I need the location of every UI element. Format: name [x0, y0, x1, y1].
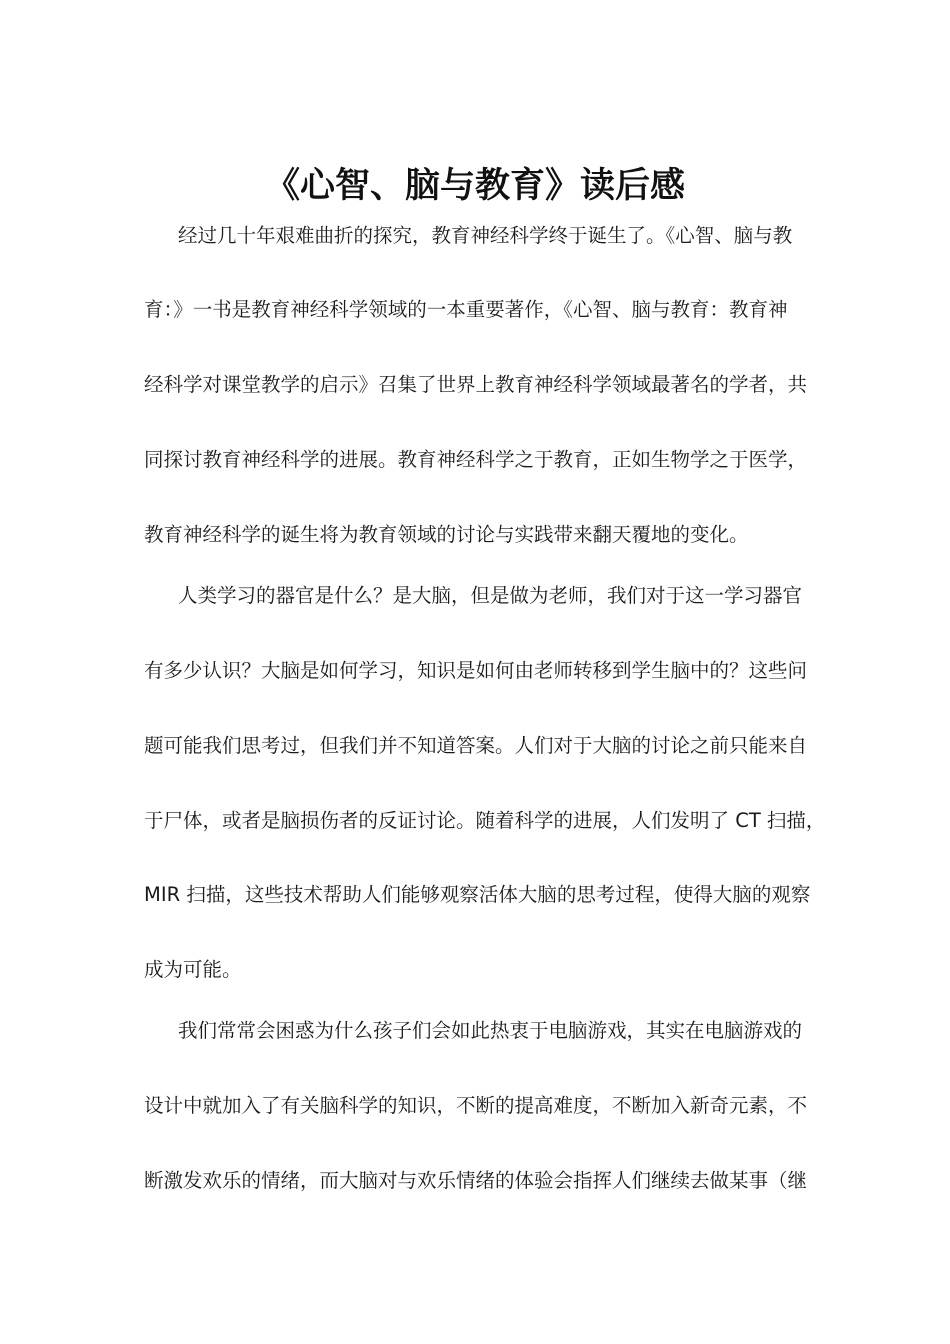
paragraph-2-line-1: 人类学习的器官是什么？是大脑，但是做为老师，我们对于这一学习器官: [178, 584, 803, 607]
paragraph-2-line-3: 题可能我们思考过，但我们并不知道答案。人们对于大脑的讨论之前只能来自: [144, 734, 808, 757]
paragraph-1-line-4: 同探讨教育神经科学的进展。教育神经科学之于教育，正如生物学之于医学，: [144, 448, 808, 471]
paragraph-3-line-1: 我们常常会困惑为什么孩子们会如此热衷于电脑游戏，其实在电脑游戏的: [178, 1019, 803, 1042]
paragraph-1-line-5: 教育神经科学的诞生将为教育领域的讨论与实践带来翻天覆地的变化。: [144, 523, 749, 546]
paragraph-1-line-1: 经过几十年艰难曲折的探究，教育神经科学终于诞生了。《心智、脑与教: [178, 224, 793, 247]
paragraph-1-line-3: 经科学对课堂教学的启示》召集了世界上教育神经科学领域最著名的学者，共: [144, 373, 808, 396]
paragraph-2-line-6: 成为可能。: [144, 958, 242, 981]
paragraph-1-line-2: 育：》一书是教育神经科学领域的一本重要著作，《心智、脑与教育：教育神: [144, 298, 788, 321]
paragraph-3-line-3: 断激发欢乐的情绪，而大脑对与欢乐情绪的体验会指挥人们继续去做某事（继: [144, 1169, 808, 1192]
paragraph-2-line-4: 于尸体，或者是脑损伤者的反证讨论。随着科学的进展，人们发明了 CT 扫描，: [144, 809, 826, 832]
paragraph-3-line-2: 设计中就加入了有关脑科学的知识，不断的提高难度，不断加入新奇元素，不: [144, 1094, 808, 1117]
paragraph-2-line-5: MIR 扫描，这些技术帮助人们能够观察活体大脑的思考过程，使得大脑的观察: [144, 883, 811, 906]
document-title: 《心智、脑与教育》读后感: [264, 166, 685, 206]
paragraph-2-line-2: 有多少认识？大脑是如何学习，知识是如何由老师转移到学生脑中的？这些问: [144, 659, 808, 682]
